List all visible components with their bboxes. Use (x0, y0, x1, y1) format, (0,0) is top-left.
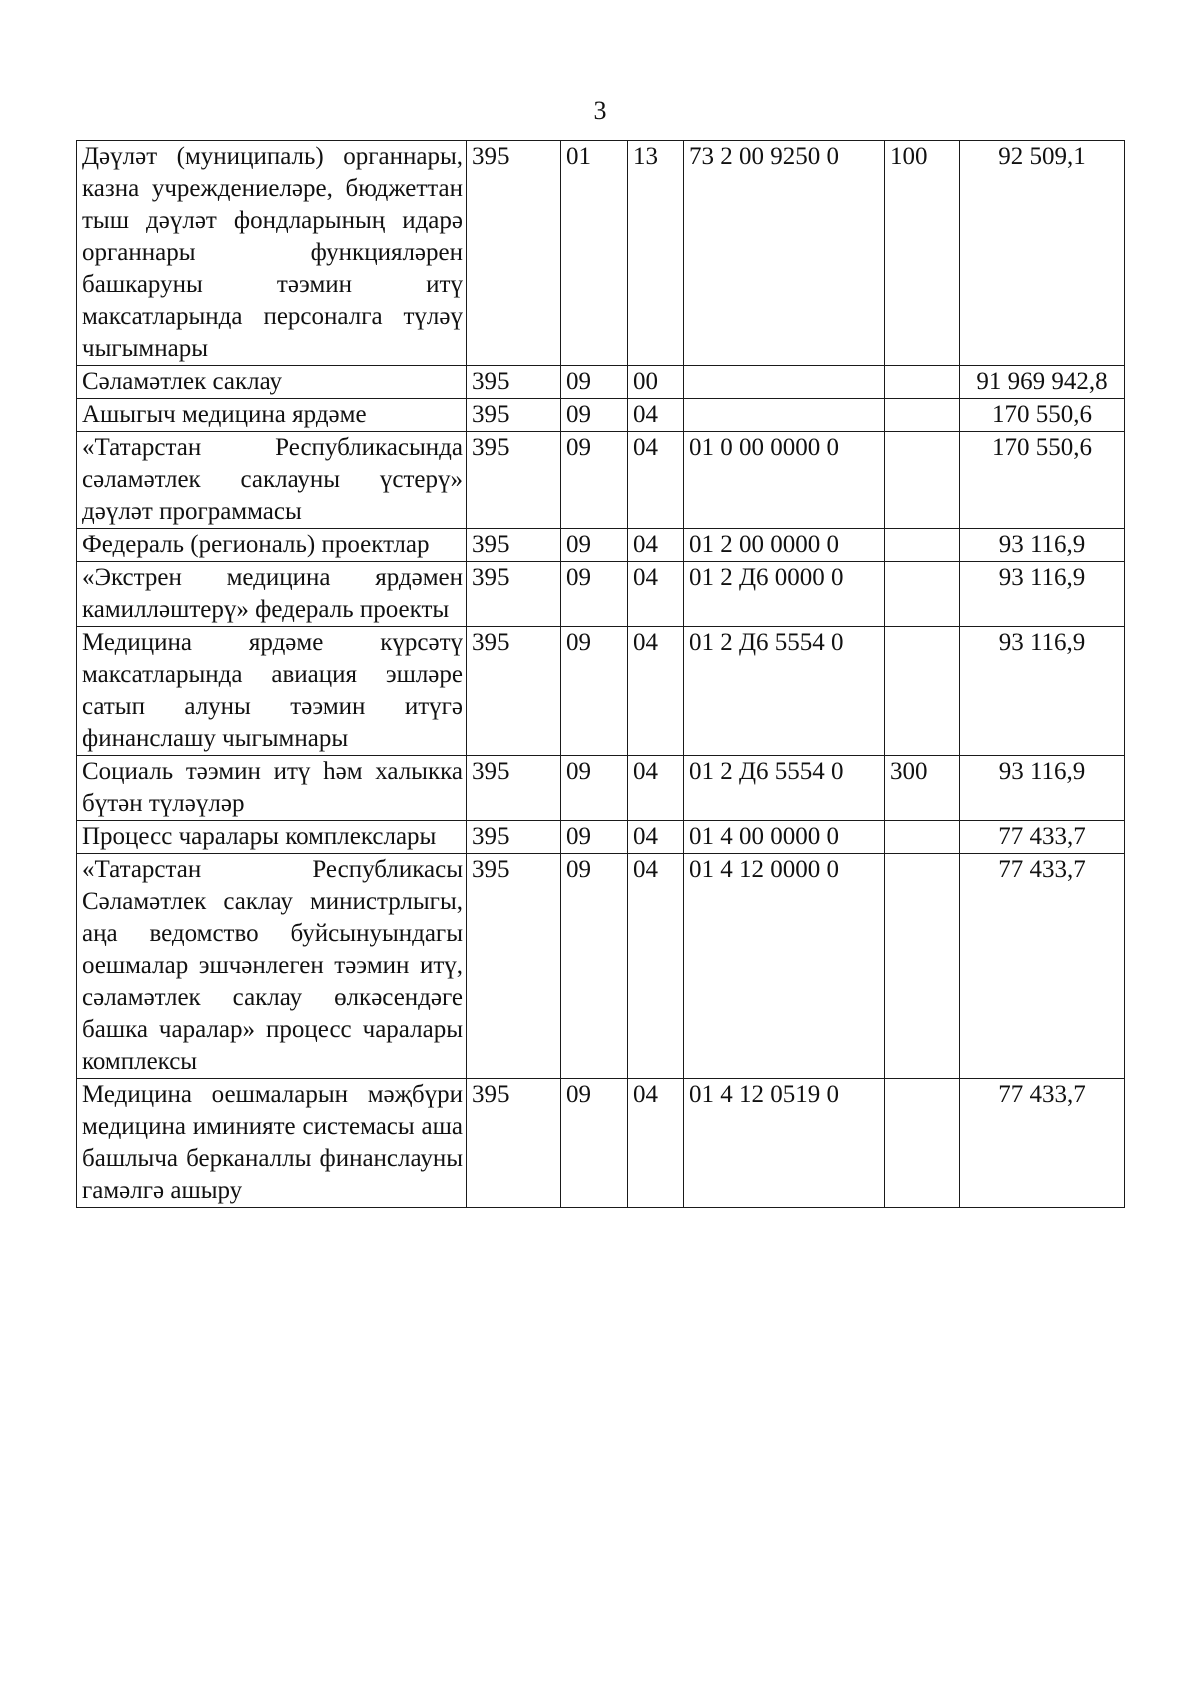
row-amount: 170 550,6 (960, 432, 1125, 529)
row-expense-type (885, 432, 960, 529)
row-subsection: 04 (628, 756, 684, 821)
row-glav: 395 (467, 854, 561, 1079)
row-amount: 77 433,7 (960, 1079, 1125, 1208)
row-subsection: 04 (628, 1079, 684, 1208)
page-number: 3 (593, 96, 607, 125)
row-glav: 395 (467, 756, 561, 821)
row-section: 09 (561, 432, 628, 529)
row-amount: 93 116,9 (960, 756, 1125, 821)
row-name: Ашыгыч медицина ярдәме (77, 399, 467, 432)
row-section: 09 (561, 366, 628, 399)
row-target-code (684, 366, 885, 399)
row-expense-type (885, 399, 960, 432)
row-target-code: 01 4 12 0000 0 (684, 854, 885, 1079)
row-subsection: 04 (628, 627, 684, 756)
table-row (77, 756, 1125, 821)
row-name: «Экстрен медицина ярдәмен камилләштерү» федераль проекты (77, 562, 467, 627)
row-target-code: 73 2 00 9250 0 (684, 141, 885, 366)
row-name: Федераль (региональ) проектлар (77, 529, 467, 562)
row-glav: 395 (467, 141, 561, 366)
row-target-code: 01 2 Д6 0000 0 (684, 562, 885, 627)
budget-table-body (77, 141, 1125, 1208)
row-expense-type (885, 529, 960, 562)
row-amount: 91 969 942,8 (960, 366, 1125, 399)
row-name: «Татарстан Республикасында сәламәтлек саклауны үстерү» дәүләт программасы (77, 432, 467, 529)
row-glav: 395 (467, 821, 561, 854)
row-section: 09 (561, 854, 628, 1079)
row-name: Процесс чаралары комплекслары (77, 821, 467, 854)
row-target-code: 01 2 Д6 5554 0 (684, 756, 885, 821)
table-row (77, 366, 1125, 399)
row-expense-type (885, 854, 960, 1079)
row-subsection: 04 (628, 821, 684, 854)
row-glav: 395 (467, 1079, 561, 1208)
row-subsection: 04 (628, 529, 684, 562)
row-name: «Татарстан Республикасы Сәламәтлек саклау министрлыгы, аңа ведомство буйсынуындагы оешмалар эшчәнлеген тәэмин итү, сәламәтлек саклау өлкәсендәге башка чаралар» процесс чаралары комплексы (77, 854, 467, 1079)
row-expense-type (885, 821, 960, 854)
row-amount: 93 116,9 (960, 562, 1125, 627)
table-row (77, 432, 1125, 529)
budget-table (76, 140, 1125, 1208)
row-expense-type: 100 (885, 141, 960, 366)
row-subsection: 04 (628, 399, 684, 432)
row-section: 09 (561, 529, 628, 562)
row-amount: 93 116,9 (960, 529, 1125, 562)
row-target-code: 01 4 12 0519 0 (684, 1079, 885, 1208)
row-name: Дәүләт (муниципаль) органнары, казна учреждениеләре, бюджеттан тыш дәүләт фондларының идарә органнары функцияләрен башкаруны тәэмин итү максатларында персоналга түләү чыгымнары (77, 141, 467, 366)
row-amount: 92 509,1 (960, 141, 1125, 366)
row-section: 09 (561, 1079, 628, 1208)
row-section: 09 (561, 562, 628, 627)
row-subsection: 04 (628, 854, 684, 1079)
row-section: 09 (561, 756, 628, 821)
row-glav: 395 (467, 366, 561, 399)
row-glav: 395 (467, 529, 561, 562)
row-expense-type (885, 627, 960, 756)
row-amount: 93 116,9 (960, 627, 1125, 756)
row-target-code: 01 2 Д6 5554 0 (684, 627, 885, 756)
row-subsection: 04 (628, 562, 684, 627)
row-target-code: 01 2 00 0000 0 (684, 529, 885, 562)
row-section: 09 (561, 399, 628, 432)
table-row (77, 399, 1125, 432)
row-glav: 395 (467, 399, 561, 432)
row-subsection: 13 (628, 141, 684, 366)
row-subsection: 00 (628, 366, 684, 399)
table-row (77, 1079, 1125, 1208)
row-amount: 77 433,7 (960, 854, 1125, 1079)
table-row (77, 854, 1125, 1079)
row-section: 01 (561, 141, 628, 366)
row-glav: 395 (467, 627, 561, 756)
row-name: Сәламәтлек саклау (77, 366, 467, 399)
row-expense-type (885, 366, 960, 399)
row-expense-type (885, 1079, 960, 1208)
row-subsection: 04 (628, 432, 684, 529)
row-target-code: 01 0 00 0000 0 (684, 432, 885, 529)
row-target-code: 01 4 00 0000 0 (684, 821, 885, 854)
row-amount: 77 433,7 (960, 821, 1125, 854)
row-amount: 170 550,6 (960, 399, 1125, 432)
row-section: 09 (561, 821, 628, 854)
row-expense-type: 300 (885, 756, 960, 821)
row-glav: 395 (467, 562, 561, 627)
table-row (77, 562, 1125, 627)
row-expense-type (885, 562, 960, 627)
table-row (77, 821, 1125, 854)
row-glav: 395 (467, 432, 561, 529)
table-row (77, 627, 1125, 756)
row-target-code (684, 399, 885, 432)
row-name: Медицина оешмаларын мәҗбүри медицина иминияте системасы аша башлыча берканаллы финанслауны гамәлгә ашыру (77, 1079, 467, 1208)
row-name: Медицина ярдәме күрсәтү максатларында авиация эшләре сатып алуны тәэмин итүгә финанслашу чыгымнары (77, 627, 467, 756)
row-section: 09 (561, 627, 628, 756)
row-name: Социаль тәэмин итү һәм халыкка бүтән түләүләр (77, 756, 467, 821)
table-row (77, 141, 1125, 366)
table-row (77, 529, 1125, 562)
